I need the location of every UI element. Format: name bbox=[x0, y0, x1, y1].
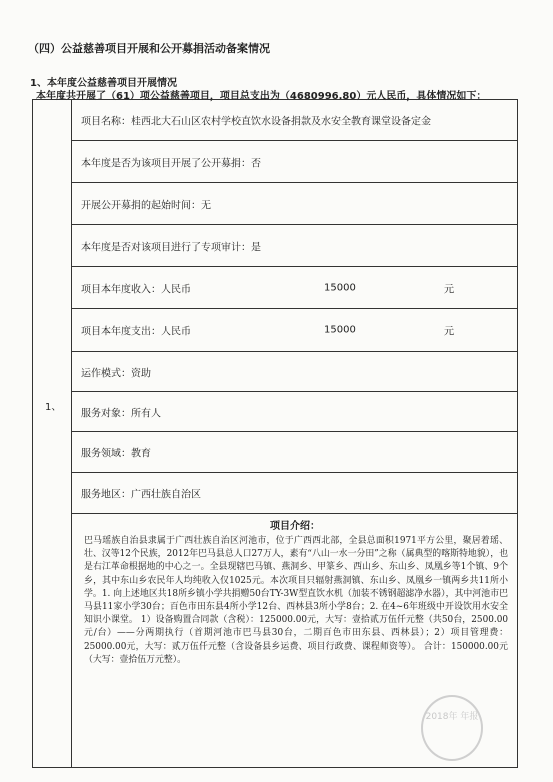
row-service-region bbox=[72, 473, 518, 514]
field-label: 服务领域： bbox=[81, 448, 131, 460]
field-value: 资助 bbox=[131, 368, 151, 379]
row-income bbox=[72, 267, 518, 309]
field-value: 人民币 bbox=[161, 326, 191, 338]
expenditure-amount: 15000 bbox=[324, 324, 356, 336]
intro-text: 巴马瑶族自治县隶属于广西壮族自治区河池市，位于广西西北部，全县总面积1971平方公里，聚居着瑶、壮、汉等12个民族，2012年巴马县总人口27万人，素有“八山一水一分田”之称（属典型的喀斯特地貌），也是右江革命根据地的中心之一。全县现辖巴马镇、燕洞乡、甲篆乡、西山乡、东山乡、凤凰乡等1个镇、9个乡，其中东山乡农民年人均纯收入仅1025元。本次项目只辐射燕洞镇、东山乡、凤凰乡一镇两乡共11所小学。1. 向上述地区共18所乡镇小学共捐赠50台TY-3W型直饮水机（加装不锈钢超滤净水器），其中河池市巴马县11家小学30台；百色市田东县4所小学12台、西林县3所小学8台；2. 在4~6年班级中开设饮用水安全知识小课堂。 1）设备购置合同款（含税）：125000.00元，大写：壹拾贰万伍仟元整（共50台，2500.00元/台）——分两期执行（首期河池市巴马县30台，二期百色市田东县、西林县）；2）项目管理费：25000.00元，大写：贰万伍仟元整（含设备县乡运费、项目行政费、课程师资等）。 合计：150000.00元（大写：壹拾伍万元整）。 bbox=[84, 536, 508, 665]
annual-report-stamp bbox=[421, 695, 483, 761]
row-public-fundraising bbox=[72, 141, 518, 183]
section-title: （四）公益慈善项目开展和公开募捐活动备案情况 bbox=[28, 42, 270, 55]
field-value: 桂西北大石山区农村学校直饮水设备捐款及水安全教育课堂设备定金 bbox=[131, 116, 431, 128]
intro-title: 项目介绍： bbox=[270, 521, 320, 532]
row-fundraising-start bbox=[72, 183, 518, 225]
row-service-target bbox=[72, 392, 518, 432]
field-label: 开展公开募捐的起始时间： bbox=[81, 200, 201, 211]
row-project-name bbox=[72, 100, 518, 141]
field-label: 本年度是否对该项目进行了专项审计： bbox=[81, 242, 251, 253]
field-value: 无 bbox=[201, 200, 211, 211]
row-expenditure bbox=[72, 309, 518, 352]
field-label: 服务地区： bbox=[81, 489, 131, 501]
field-value: 人民币 bbox=[161, 284, 191, 295]
sub-section-title: 1、本年度公益慈善项目开展情况 bbox=[30, 78, 177, 89]
field-value: 广西壮族自治区 bbox=[131, 489, 201, 501]
field-label: 运作模式： bbox=[81, 368, 131, 379]
field-label: 服务对象： bbox=[81, 408, 131, 419]
field-label: 项目名称： bbox=[81, 116, 131, 128]
field-value: 教育 bbox=[131, 448, 151, 460]
project-table bbox=[32, 99, 518, 768]
expenditure-unit: 元 bbox=[444, 326, 454, 338]
field-value: 是 bbox=[251, 242, 261, 253]
income-amount: 15000 bbox=[324, 282, 356, 293]
row-number: 1、 bbox=[45, 402, 62, 413]
row-operation-mode bbox=[72, 352, 518, 392]
income-unit: 元 bbox=[444, 284, 454, 295]
row-number-column bbox=[33, 100, 72, 767]
project-summary: 本年度共开展了（61）项公益慈善项目，项目总支出为（4680996.80）元人民币，具体情况如下： bbox=[36, 91, 487, 102]
field-value: 所有人 bbox=[131, 408, 161, 419]
stamp-text: 2018年 年报 bbox=[425, 712, 479, 722]
row-service-field bbox=[72, 432, 518, 473]
field-label: 项目本年度收入： bbox=[81, 284, 161, 295]
field-label: 项目本年度支出： bbox=[81, 326, 161, 338]
field-label: 本年度是否为该项目开展了公开募捐： bbox=[81, 158, 251, 169]
row-special-audit bbox=[72, 225, 518, 267]
field-value: 否 bbox=[251, 158, 261, 169]
